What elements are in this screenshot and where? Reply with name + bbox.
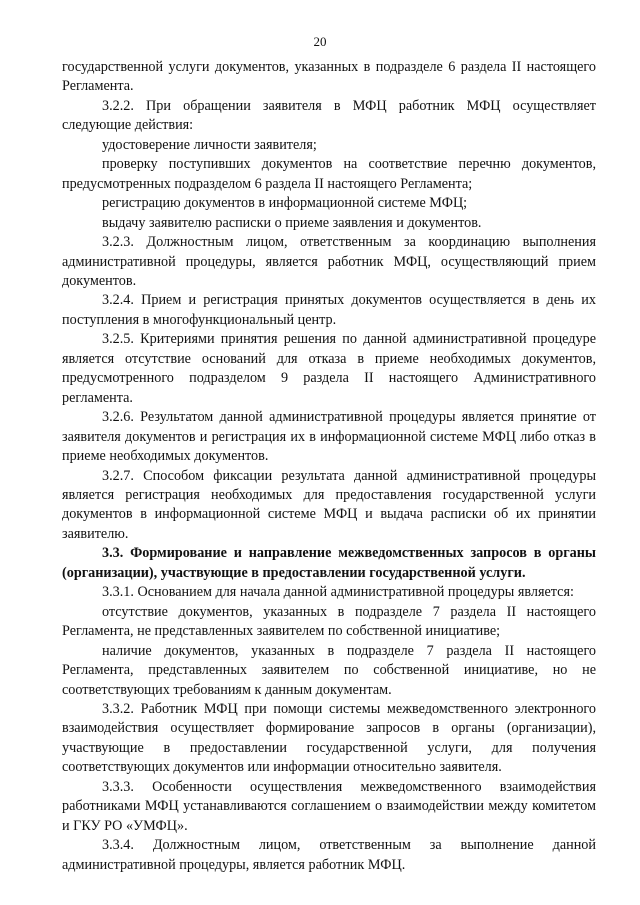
list-item-check-documents: проверку поступивших документов на соответствие перечню документов, предусмотренных подразделом 6 раздела II настоящего Регламента; [62, 156, 596, 192]
paragraph-3-2-7: 3.2.7. Способом фиксации результата данной административной процедуры является регистрация необходимых для предоставления государственной услуги документов в информационной системе МФЦ и выдача расписки об их принятии заявителю. [62, 467, 596, 542]
list-item-issue-receipt: выдачу заявителю расписки о приеме заявления и документов. [102, 214, 482, 231]
paragraph-3-3-1: 3.3.1. Основанием для начала данной административной процедуры является: [102, 584, 574, 601]
section-heading-3-3: 3.3. Формирование и направление межведомственных запросов в органы (организации), участвующие в предоставлении государственной услуги. [62, 545, 596, 581]
list-item-identity: удостоверение личности заявителя; [102, 136, 317, 153]
paragraph-continuation: государственной услуги документов, указанных в подразделе 6 раздела II настоящего Регламента. [62, 59, 596, 95]
paragraph-3-2-6: 3.2.6. Результатом данной административной процедуры является принятие от заявителя документов и регистрация их в информационной системе МФЦ либо отказ в приеме необходимых документов. [62, 409, 596, 465]
page-number: 20 [313, 34, 327, 49]
list-item-register-documents: регистрацию документов в информационной системе МФЦ; [102, 195, 468, 212]
list-item-missing-documents: отсутствие документов, указанных в подразделе 7 раздела II настоящего Регламента, не представленных заявителем по собственной инициативе; [62, 603, 596, 640]
list-item-nonconforming-documents: наличие документов, указанных в подразделе 7 раздела II настоящего Регламента, представленных заявителем по собственной инициативе, но не соответствующих требованиям к данным документам. [62, 642, 596, 698]
paragraph-3-3-2: 3.3.2. Работник МФЦ при помощи системы межведомственного электронного взаимодействия осуществляет формирование запросов в органы (организации), участвующие в предоставлении государственной услуги, для получения соответствующих документов или информации относительно заявителя. [62, 700, 596, 776]
paragraph-3-2-5: 3.2.5. Критериями принятия решения по данной административной процедуре является отсутствие оснований для отказа в приеме необходимых документов, предусмотренного подразделом 9 раздела II настоящего Административного регламента. [62, 331, 596, 406]
paragraph-3-2-3: 3.2.3. Должностным лицом, ответственным за координацию выполнения административной процедуры, является работник МФЦ, осуществляющий прием документов. [62, 234, 596, 289]
paragraph-3-3-4: 3.3.4. Должностным лицом, ответственным за выполнение данной административной процедуры, является работник МФЦ. [62, 837, 596, 873]
paragraph-3-3-3: 3.3.3. Особенности осуществления межведомственного взаимодействия работниками МФЦ устанавливаются соглашением о взаимодействии между комитетом и ГКУ РО «УМФЦ». [62, 778, 596, 834]
document-body [62, 58, 596, 875]
paragraph-3-2-4: 3.2.4. Прием и регистрация принятых документов осуществляется в день их поступления в многофункциональный центр. [62, 292, 596, 328]
paragraph-3-2-2: 3.2.2. При обращении заявителя в МФЦ работник МФЦ осуществляет следующие действия: [62, 97, 596, 134]
